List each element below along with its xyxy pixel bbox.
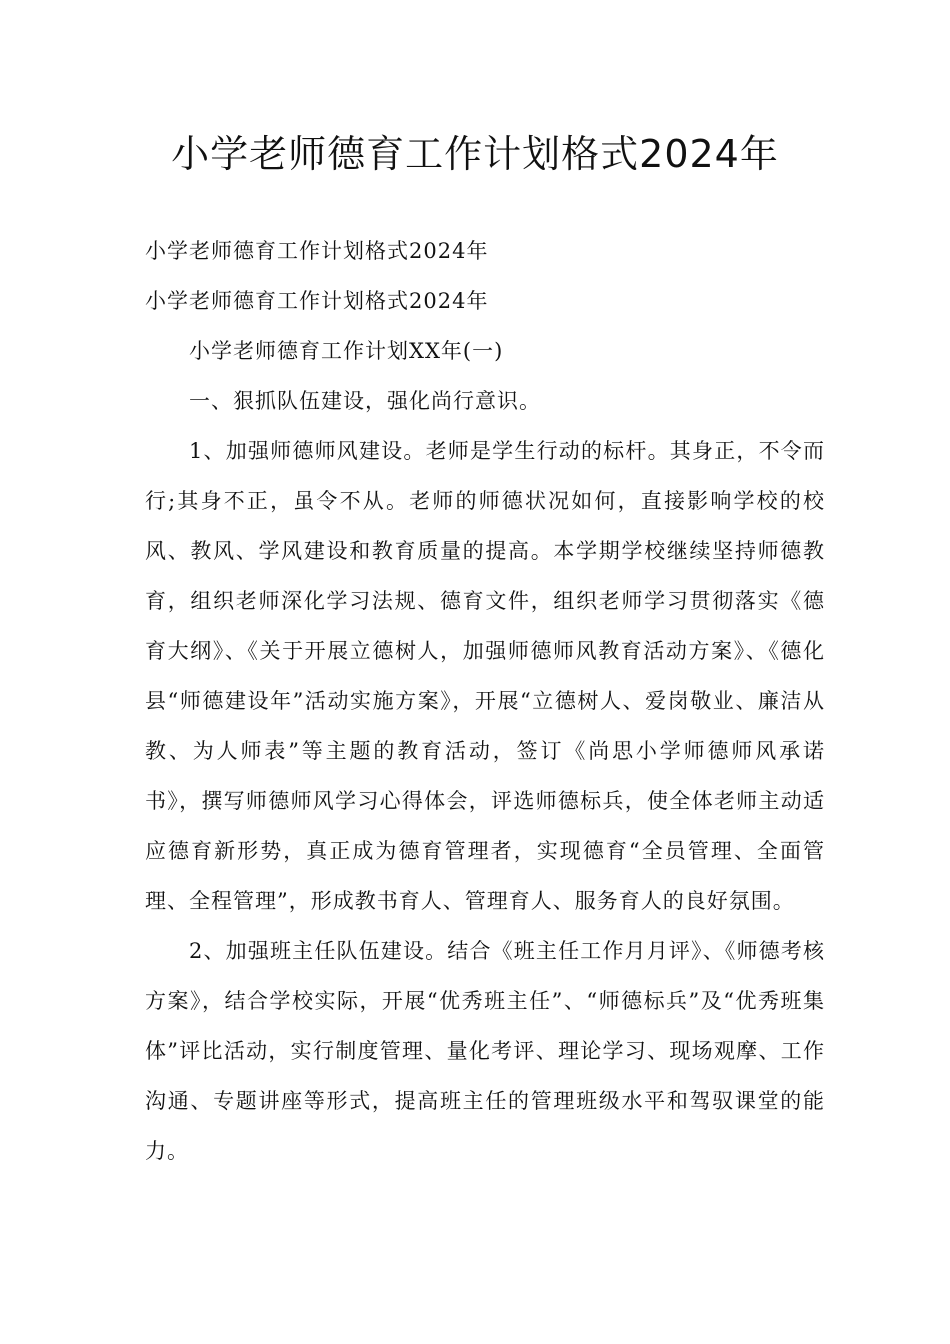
plan-heading: 小学老师德育工作计划XX年(一) (189, 339, 504, 363)
document-body (145, 226, 825, 1176)
intro-line-1: 小学老师德育工作计划格式2024年 (145, 239, 489, 263)
paragraph-teacher-ethics: 1、加强师德师风建设。老师是学生行动的标杆。其身正，不令而行;其身不正，虽令不从。老师的师德状况如何，直接影响学校的校风、教风、学风建设和教育质量的提高。本学期学校继续坚持师德教育，组织老师深化学习法规、德育文件，组织老师学习贯彻落实《德育大纲》、《关于开展立德树人，加强师德师风教育活动方案》、《德化县“师德建设年”活动实施方案》，开展“立德树人、爱岗敬业、廉洁从教、为人师表”等主题的教育活动，签订《尚思小学师德师风承诺书》，撰写师德师风学习心得体会，评选师德标兵，使全体老师主动适应德育新形势，真正成为德育管理者，实现德育“全员管理、全面管理、全程管理”，形成教书育人、管理育人、服务育人的良好氛围。 (145, 439, 825, 913)
paragraph-class-teacher: 2、加强班主任队伍建设。结合《班主任工作月月评》、《师德考核方案》，结合学校实际，开展“优秀班主任”、“师德标兵”及“优秀班集体”评比活动，实行制度管理、量化考评、理论学习、现场观摩、工作沟通、专题讲座等形式，提高班主任的管理班级水平和驾驭课堂的能力。 (145, 939, 825, 1163)
section-heading: 一、狠抓队伍建设，强化尚行意识。 (189, 389, 541, 413)
document-title: 小学老师德育工作计划格式2024年 (171, 132, 779, 176)
intro-line-2: 小学老师德育工作计划格式2024年 (145, 289, 489, 313)
